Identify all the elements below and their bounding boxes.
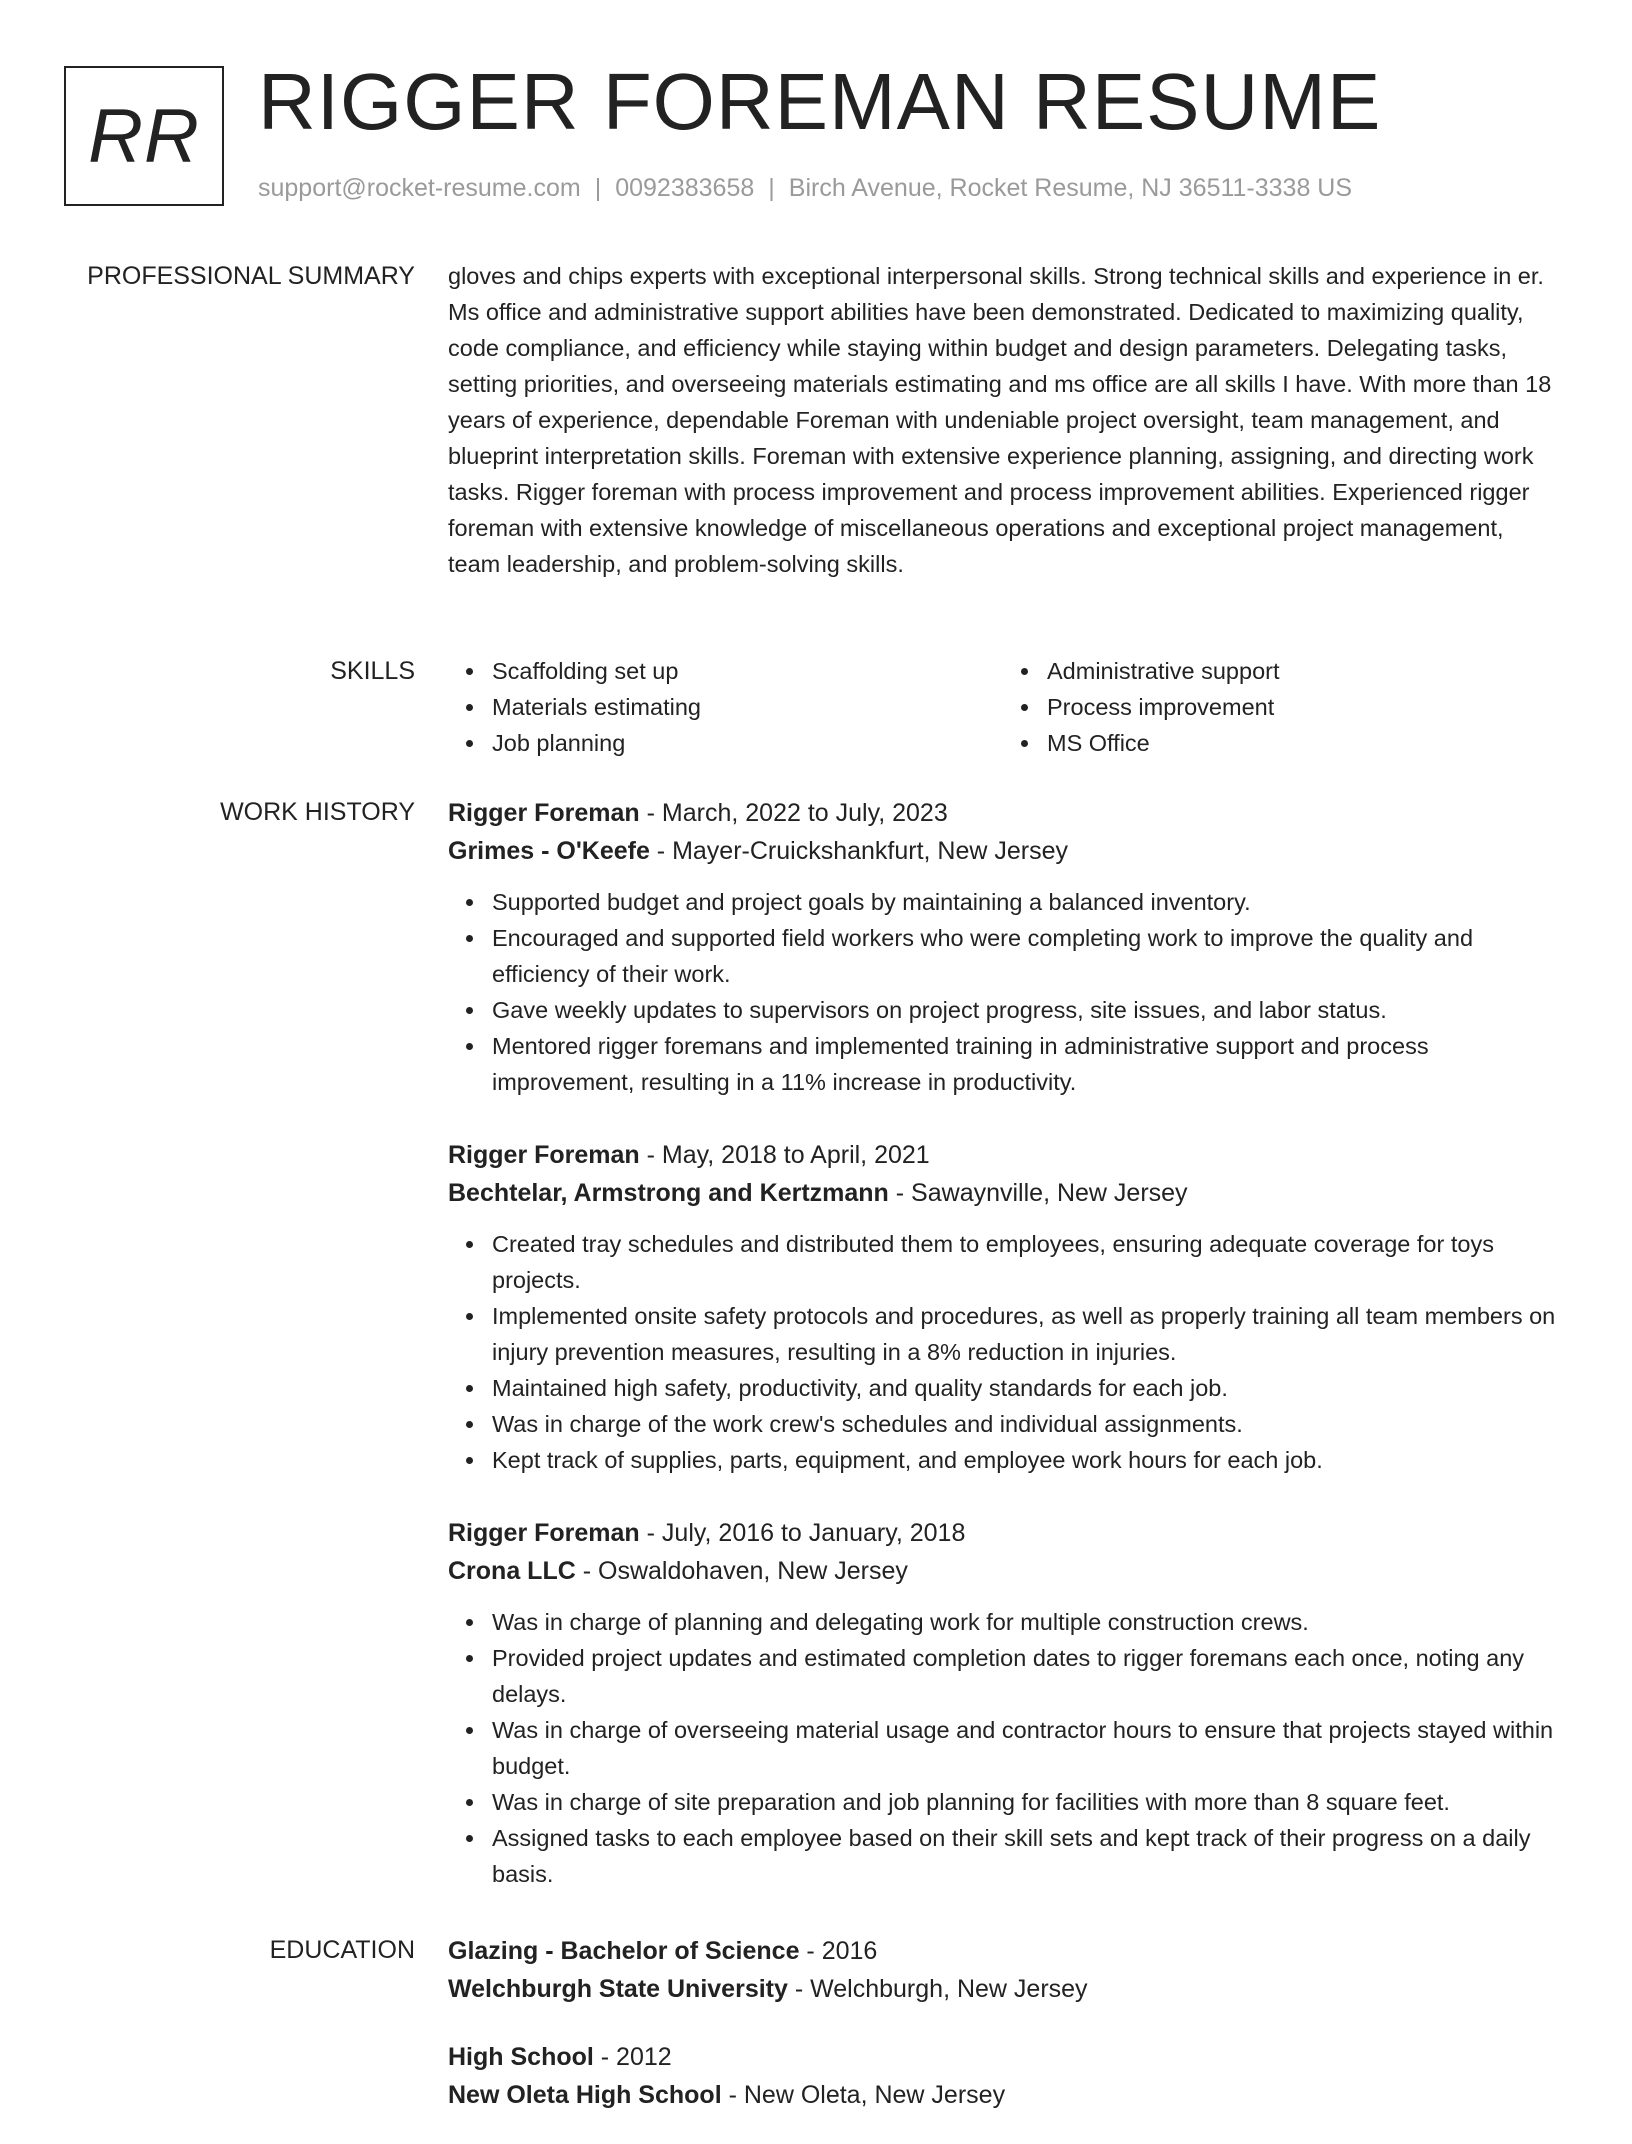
education-degree-line: [448, 1932, 1558, 1970]
job-bullets: [448, 1226, 1558, 1478]
education-school-line: [448, 2076, 1558, 2114]
skill-item: Administrative support: [1047, 653, 1558, 689]
education-entry: [448, 2038, 1558, 2114]
section-label-summary: PROFESSIONAL SUMMARY: [87, 262, 415, 290]
monogram-text: RR: [88, 93, 200, 179]
contact-email[interactable]: support@rocket-resume.com: [258, 174, 581, 202]
contact-phone[interactable]: 0092383658: [615, 174, 755, 202]
job-title-line: [448, 1514, 1558, 1552]
job-bullets: [448, 1604, 1558, 1892]
job-title: Rigger Foreman: [448, 1141, 640, 1169]
job-bullet: Was in charge of overseeing material usage and contractor hours to ensure that projects stayed within budget.: [492, 1712, 1558, 1784]
education-school: Welchburgh State University: [448, 1975, 788, 2003]
job-title-line: [448, 794, 1558, 832]
skill-item: MS Office: [1047, 725, 1558, 761]
job-bullet: Maintained high safety, productivity, and quality standards for each job.: [492, 1370, 1558, 1406]
skills-list-left: [448, 653, 1003, 761]
job-bullet: Was in charge of site preparation and job planning for facilities with more than 8 square feet.: [492, 1784, 1558, 1820]
job-bullet: Mentored rigger foremans and implemented training in administrative support and process improvement, resulting in a 11% increase in productivity.: [492, 1028, 1558, 1100]
section-label-skills: SKILLS: [330, 657, 415, 685]
job-company-line: [448, 832, 1558, 870]
education-degree-line: [448, 2038, 1558, 2076]
skill-item: Scaffolding set up: [492, 653, 1003, 689]
contact-address: Birch Avenue, Rocket Resume, NJ 36511-3338 US: [788, 174, 1353, 202]
skill-item: Process improvement: [1047, 689, 1558, 725]
job-title: Rigger Foreman: [448, 799, 640, 827]
job-bullets: [448, 884, 1558, 1100]
job-bullet: Gave weekly updates to supervisors on project progress, site issues, and labor status.: [492, 992, 1558, 1028]
skill-item: Job planning: [492, 725, 1003, 761]
job-company-line: [448, 1552, 1558, 1590]
education-year: - 2016: [799, 1937, 878, 1965]
job-bullet: Created tray schedules and distributed them to employees, ensuring adequate coverage for toys projects.: [492, 1226, 1558, 1298]
skill-item: Materials estimating: [492, 689, 1003, 725]
job-title: Rigger Foreman: [448, 1519, 640, 1547]
job-location: - Oswaldohaven, New Jersey: [575, 1557, 908, 1585]
education-school: New Oleta High School: [448, 2081, 722, 2109]
contact-separator: |: [768, 174, 775, 202]
skills-list-right: [1003, 653, 1558, 761]
job-bullet: Supported budget and project goals by maintaining a balanced inventory.: [492, 884, 1558, 920]
job-bullet: Encouraged and supported field workers who were completing work to improve the quality and efficiency of their work.: [492, 920, 1558, 992]
education-degree: High School: [448, 2043, 594, 2071]
job-company: Crona LLC: [448, 1557, 576, 1585]
education-year: - 2012: [593, 2043, 672, 2071]
job-location: - Sawaynville, New Jersey: [888, 1179, 1188, 1207]
job-bullet: Provided project updates and estimated completion dates to rigger foremans each once, noting any delays.: [492, 1640, 1558, 1712]
monogram-logo: [64, 66, 224, 206]
summary-text: gloves and chips experts with exceptional interpersonal skills. Strong technical skills and experience in er. Ms office and administrative support abilities have been demonstrated. Dedicated to maximizing quality, code compliance, and efficiency while staying within budget and design parameters. Delegating tasks, setting priorities, and overseeing materials estimating and ms office are all skills I have. With more than 18 years of experience, dependable Foreman with undeniable project oversight, team management, and blueprint interpretation skills. Foreman with extensive experience planning, assigning, and directing work tasks. Rigger foreman with process improvement and process improvement abilities. Experienced rigger foreman with extensive knowledge of miscellaneous operations and exceptional project management, team leadership, and problem-solving skills.: [448, 263, 1552, 577]
job-bullet: Was in charge of the work crew's schedules and individual assignments.: [492, 1406, 1558, 1442]
contact-line: [258, 174, 1352, 203]
education-entry: [448, 1932, 1558, 2008]
job-company-line: [448, 1174, 1558, 1212]
job-entry: [448, 1514, 1558, 1892]
job-title-line: [448, 1136, 1558, 1174]
job-dates: - May, 2018 to April, 2021: [639, 1141, 930, 1169]
section-label-education: EDUCATION: [269, 1936, 415, 1964]
job-company: Grimes - O'Keefe: [448, 837, 650, 865]
job-dates: - March, 2022 to July, 2023: [639, 799, 948, 827]
contact-separator: |: [594, 174, 602, 202]
job-company: Bechtelar, Armstrong and Kertzmann: [448, 1179, 889, 1207]
job-dates: - July, 2016 to January, 2018: [639, 1519, 966, 1547]
job-bullet: Assigned tasks to each employee based on their skill sets and kept track of their progress on a daily basis.: [492, 1820, 1558, 1892]
education-degree: Glazing - Bachelor of Science: [448, 1937, 800, 1965]
education-school-line: [448, 1970, 1558, 2008]
education-location: - New Oleta, New Jersey: [721, 2081, 1006, 2109]
education-location: - Welchburgh, New Jersey: [787, 1975, 1088, 2003]
job-entry: [448, 794, 1558, 1100]
job-bullet: Was in charge of planning and delegating work for multiple construction crews.: [492, 1604, 1558, 1640]
resume-title: RIGGER FOREMAN RESUME: [258, 57, 1382, 146]
job-bullet: Implemented onsite safety protocols and procedures, as well as properly training all team members on injury prevention measures, resulting in a 8% reduction in injuries.: [492, 1298, 1558, 1370]
job-bullet: Kept track of supplies, parts, equipment, and employee work hours for each job.: [492, 1442, 1558, 1478]
section-label-work-history: WORK HISTORY: [220, 798, 415, 826]
job-location: - Mayer-Cruickshankfurt, New Jersey: [649, 837, 1069, 865]
job-entry: [448, 1136, 1558, 1478]
